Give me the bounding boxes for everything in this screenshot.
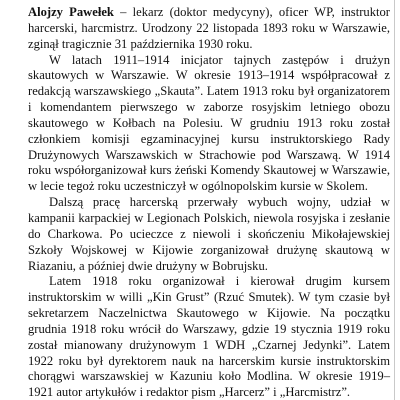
page-edge-divider	[394, 0, 395, 400]
paragraph-scouting-beginnings: W latach 1911–1914 inicjator tajnych zastępów i drużyn skautowych w Warszawie. W okresie 1913–1914 współpracował z redakcją warszawskiego „Skauta”. Latem 1913 roku był organizatorem i komendantem pierwszego w zaborze rosyjskim letniego obozu skautowego w Kołbach na Polesiu. W grudniu 1913 roku został członkiem komisji egzaminacyjnej kursu instruktorskiego Rady Drużynowych Warszawskich w Strachowie pod Warszawą. W 1914 roku współorganizował kurs żeński Komendy Skautowej w Warszawie, w lecie tegoż roku uczestniczył w ogólnopolskim kursie w Skolem.	[28, 52, 390, 194]
intro-text: – lekarz (doktor medycyny), oficer WP, instruktor harcerski, harcmistrz. Urodzony 22 listopada 1893 roku w Warszawie, zginął tragicznie 31 października 1930 roku.	[28, 5, 390, 51]
paragraph-later-career: Latem 1918 roku organizował i kierował drugim kursem instruktorskim w willi „Kin Grust” (Rzuć Smutek). W tym czasie był sekretarzem Naczelnictwa Skautowego w Kijowie. Na początku grudnia 1918 roku wrócił do Warszawy, gdzie 19 stycznia 1919 roku został mianowany drużynowym 1 WDH „Czarnej Jedynki”. Latem 1922 roku był dyrektorem nauk na harcerskim kursie instruktorskim chorągwi warszawskiej w Kazuniu koło Modlina. W okresie 1919–1921 autor artykułów i redaktor pism „Harcerz” i „Harcmistrz”.	[28, 274, 390, 400]
paragraph-intro	[28, 5, 390, 53]
paragraph-war-years: Dalszą pracę harcerską przerwały wybuch wojny, udział w kampanii karpackiej w Legionach Polskich, niewola rosyjska i zesłanie do Charkowa. Po ucieczce z niewoli i skończeniu Mikołajewskiej Szkoły Wojskowej w Kijowie zorganizował drużynę skautową w Riazaniu, a później dwie drużyny w Bobrujsku.	[28, 195, 390, 273]
person-name: Alojzy Pawełek	[28, 5, 114, 19]
biography-text	[28, 5, 390, 400]
